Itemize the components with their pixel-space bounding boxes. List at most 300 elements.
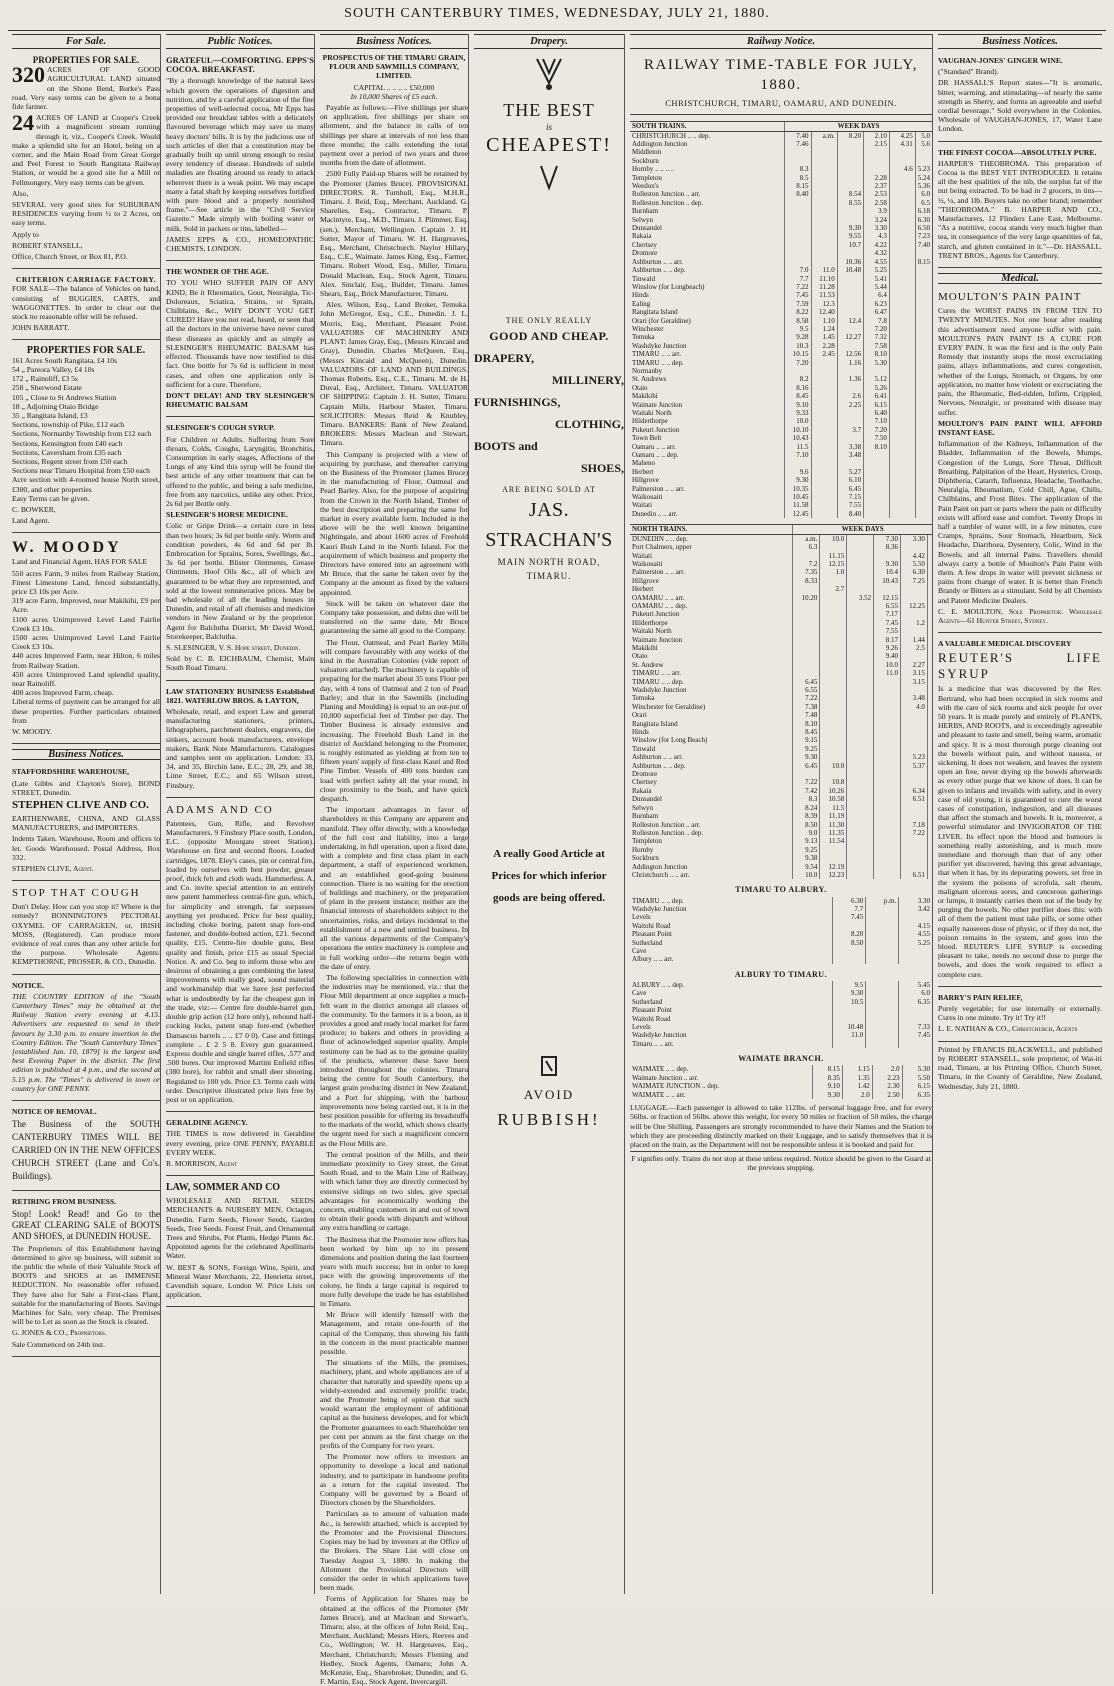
table-row <box>630 1074 932 1082</box>
ad-title: STAFFORDSHIRE WAREHOUSE, <box>12 767 130 777</box>
table-row <box>630 190 932 198</box>
time-cell: 5.23 <box>915 165 932 173</box>
ad-title: SLESINGER'S COUGH SYRUP. <box>166 423 275 433</box>
time-cell: 12.56 <box>837 350 863 358</box>
table-row <box>630 619 932 627</box>
table-header: WEEK DAYS <box>793 525 932 534</box>
time-cell <box>915 392 932 400</box>
station-cell: Hilderthorpe <box>632 417 668 426</box>
time-cell: 8.15 <box>785 182 811 190</box>
time-cell <box>837 367 863 375</box>
time-cell: 8.22 <box>785 308 811 316</box>
list-item: 550 acres Farm, 9 miles from Railway Station, Finest Limestone Land, fenced substantially, price £3 10s per Acre. <box>12 568 160 596</box>
ad-signature: R. MORRISON, Agent <box>166 1158 238 1168</box>
ad-signature: L. E. NATHAN & CO., Christchurch, Agents <box>938 1024 1078 1034</box>
station-cell: Ashburton .. .. dep. <box>632 266 686 275</box>
section-heading: Public Notices. <box>166 34 314 49</box>
time-cell <box>899 913 932 921</box>
time-cell <box>847 636 874 644</box>
list-item: 1100 acres Unimproved Level Land Fairlie Creek £3 10s. <box>12 614 160 633</box>
time-cell: 9.25 <box>793 745 820 753</box>
table-header: SOUTH TRAINS. <box>630 122 785 131</box>
time-cell: 2.7 <box>820 585 847 593</box>
table-row <box>630 148 932 156</box>
time-cell: 10.0 <box>785 417 811 425</box>
time-cell: 7.45 <box>785 291 811 299</box>
time-cell <box>820 770 847 778</box>
time-cell <box>889 350 915 358</box>
time-cell <box>811 232 837 240</box>
time-cell: 8.40 <box>785 190 811 198</box>
table-row <box>630 325 932 333</box>
time-cell: 7.22 <box>901 829 928 837</box>
masthead: SOUTH CANTERBURY TIMES, WEDNESDAY, JULY 21, 1880. <box>344 6 770 21</box>
time-cell: 9.30 <box>813 1091 843 1099</box>
time-cell: 12.23 <box>820 871 847 879</box>
station-cell: Washdyke Junction <box>632 341 687 350</box>
time-cell <box>874 770 901 778</box>
time-cell: 3.42 <box>899 905 932 913</box>
time-cell: 2.27 <box>901 661 928 669</box>
time-cell: 7.45 <box>899 1031 932 1039</box>
time-cell: 8.15 <box>915 258 932 266</box>
table-row <box>630 350 932 358</box>
time-cell <box>866 905 899 913</box>
time-cell <box>901 720 928 728</box>
ad-signature: JAMES EPPS & CO., HOMŒOPATHIC CHEMISTS, LONDON. <box>166 234 314 254</box>
time-cell: 8.10 <box>864 350 890 358</box>
time-cell <box>889 333 915 341</box>
station-cell: DUNEDIN .. .. dep. <box>632 534 688 543</box>
table-row <box>630 249 932 257</box>
ad-text: DON'T DELAY! AND TRY SLESINGER'S RHEUMATIC BALSAM <box>166 390 314 410</box>
time-cell <box>866 947 899 955</box>
time-cell: 11.53 <box>811 291 837 299</box>
time-cell <box>811 451 837 459</box>
time-cell <box>866 1023 899 1031</box>
sold-at-text: ARE BEING SOLD AT <box>502 485 596 495</box>
time-cell <box>899 1015 932 1023</box>
luggage-notice: LUGGAGE.—Each passenger is allowed to take 112lbs. of personal luggage free, and for every 56lbs. or fraction of 56lbs. above this weight, for every 50 miles or fraction of 50 miles, the charge will be One Shilling. Passengers are strongly recommended to have their Names and the Station to which they are proceeding distinctly marked on their Luggage, and to satisfy themselves that it is placed on the train, as the Department will not be responsible unless it is booked and paid for. <box>630 1103 932 1149</box>
time-cell <box>889 325 915 333</box>
time-cell <box>915 300 932 308</box>
table-row <box>630 157 932 165</box>
time-cell <box>847 686 874 694</box>
station-cell: Weedon's <box>632 182 659 191</box>
time-cell: 8.20 <box>833 930 866 938</box>
time-cell <box>874 585 901 593</box>
time-cell: 2.0 <box>872 1065 902 1073</box>
time-cell: 2.50 <box>872 1091 902 1099</box>
column-business-notices <box>316 34 472 1686</box>
time-cell <box>901 837 928 845</box>
time-cell: 4.31 <box>889 140 915 148</box>
table-row <box>630 939 932 947</box>
imprint: Printed by FRANCIS BLACKWELL, and published by ROBERT STANSELL, sole proprietor, of Wai-iti road, Timaru, at his Printing Office, Church Street, Timaru, in the County of Geraldine, New Zealand, Wednesday, July 21, 1880. <box>938 1044 1102 1091</box>
time-cell: 2.58 <box>864 199 890 207</box>
prospectus-title: PROSPECTUS OF THE TIMARU GRAIN, FLOUR AND SAWMILLS COMPANY, LIMITED. <box>322 53 466 81</box>
time-cell: 12.40 <box>811 308 837 316</box>
time-cell: 10.20 <box>793 594 820 602</box>
station-cell: Port Chalmers, upper <box>632 543 692 552</box>
time-cell <box>847 694 874 702</box>
time-cell: 7.46 <box>785 140 811 148</box>
ad-title: STOP THAT COUGH <box>12 887 141 900</box>
list-item: 258 „ Sherwood Estate <box>12 383 82 393</box>
time-cell <box>820 602 847 610</box>
time-cell <box>847 652 874 660</box>
table-row <box>630 998 932 1006</box>
ad-barry <box>938 990 1102 1042</box>
time-cell <box>915 359 932 367</box>
time-cell: 5.50 <box>901 560 928 568</box>
time-cell <box>899 1040 932 1048</box>
list-item: 172 „ Rainoliff, £3 5s <box>12 374 78 384</box>
station-cell: Levels <box>632 913 651 922</box>
drapery-line: BOOTS and <box>474 439 538 454</box>
station-cell: Winchester <box>632 324 664 333</box>
time-cell <box>874 829 901 837</box>
time-cell <box>847 669 874 677</box>
time-cell: 9.55 <box>837 232 863 240</box>
table-row <box>630 846 932 854</box>
time-cell <box>811 241 837 249</box>
table-row <box>630 787 932 795</box>
time-cell: 5.37 <box>901 762 928 770</box>
time-cell: 7.0 <box>785 266 811 274</box>
station-cell: Pleasant Point <box>632 1006 672 1015</box>
time-cell: 11.0 <box>833 1031 866 1039</box>
time-cell <box>866 955 899 963</box>
time-cell: 9.10 <box>785 401 811 409</box>
time-cell <box>811 392 837 400</box>
table-row <box>630 174 932 182</box>
time-cell: 1.16 <box>837 359 863 367</box>
ad-text: MOULTON'S PAIN PAINT WILL AFFORD INSTANT EASE. <box>938 418 1102 437</box>
time-cell <box>889 157 915 165</box>
time-cell <box>793 585 820 593</box>
ad-text: Office, Church Street, or Box 81, P.O. <box>12 252 128 262</box>
time-cell: 6.18 <box>915 207 932 215</box>
time-cell: 9.38 <box>793 854 820 862</box>
time-cell <box>847 837 874 845</box>
time-cell: 1.24 <box>811 325 837 333</box>
time-cell <box>847 846 874 854</box>
table-row <box>630 459 932 467</box>
station-cell: CHRISTCHURCH .. .. dep. <box>632 131 711 140</box>
time-cell <box>785 258 811 266</box>
time-cell <box>874 753 901 761</box>
time-cell: 2.28 <box>811 342 837 350</box>
time-cell: 12.25 <box>901 602 928 610</box>
ad-title: STEPHEN CLIVE AND CO. <box>12 799 149 812</box>
time-cell <box>837 157 863 165</box>
time-cell: 5.0 <box>915 131 932 140</box>
prospectus-capital: CAPITAL .. .. .. .. £50,000 <box>353 82 435 92</box>
time-cell: 9.33 <box>785 409 811 417</box>
time-cell <box>864 476 890 484</box>
ad-reuter <box>938 636 1102 987</box>
time-cell <box>901 686 928 694</box>
time-cell: 12.4 <box>837 317 863 325</box>
time-cell <box>866 1015 899 1023</box>
station-cell: Dromore <box>632 770 658 779</box>
time-cell <box>874 720 901 728</box>
ad-title: SLESINGER'S HORSE MEDICINE. <box>166 510 288 520</box>
time-cell <box>901 594 928 602</box>
ad-text: W. BEST & SONS, Foreign Wine, Spirit, and Mineral Water Merchants, 22, Henrietta street, Cavendish square, London W. Price Lists on application. <box>166 1262 314 1300</box>
list-item: 54 „ Pareora Valley, £4 10s <box>12 364 95 374</box>
table-row <box>630 947 932 955</box>
station-cell: Waitaki North <box>632 409 672 418</box>
table-row <box>630 241 932 249</box>
time-cell <box>785 367 811 375</box>
table-row <box>630 140 932 148</box>
ad-text: Inflammation of the Kidneys, Inflammation of the Bladder, Inflammation of the Bowels, Mumps, Congestion of the Lungs, Sore Throat, Difficult Breathing, Palpitation of the Heart, Hysterics, Croup, Diphtheria, Catarrh, Influenza, Headache, Toothache, Neuralgia, Rheumatism, Cold Chill, Ague, Chills, Chilblains, and Frost Bites. The application of the Pain Paint on part or parts where the pain or difficulty exists will afford ease and comfort. Twenty Drops in half a tumbler of water will, in a few minutes, cure Cramps, Sprains, Sour Stomach, Heartburn, Sick Headache, Diarrhoea, Dysentery, Colic, Wind in the Bowels, and all internal Pains. Travellers should always carry a bottle of Moulton's Pain Paint with them. A few drops in water will prevent sickness or pains from change of water. It is better than French Brandy or Bitters as a stimulant. Sold by all Chemists and Patent Medicine Dealers. <box>938 439 1102 605</box>
prospectus-paragraph: Stock will be taken on whatever date the Company take possession, and debts due will be transferred on the same date, Mr Bruce guaranteeing the same all good to the Company. <box>320 598 468 636</box>
list-item: 319 acre Farm, Improved, near Makikihi, £9 per Acre. <box>12 596 160 615</box>
table-row <box>630 610 932 618</box>
time-cell: 7.7 <box>833 905 866 913</box>
time-cell <box>915 275 932 283</box>
time-cell <box>866 1006 899 1014</box>
table-row <box>630 384 932 392</box>
time-cell <box>793 636 820 644</box>
station-cell: Rolleston Junction .. arr. <box>632 190 701 199</box>
ad-text: Land Agent. <box>12 516 50 526</box>
time-cell <box>811 199 837 207</box>
time-cell: 10.48 <box>837 266 863 274</box>
time-cell: a.m. <box>793 534 820 543</box>
time-cell: 4.6 <box>889 165 915 173</box>
time-cell <box>847 661 874 669</box>
table-row <box>630 871 932 879</box>
station-cell: Dunsandel <box>632 795 662 804</box>
station-cell: Makikihi <box>632 643 658 652</box>
time-cell: 7.32 <box>864 333 890 341</box>
table-row <box>630 678 932 686</box>
ad-text: For Children or Adults. Suffering from Sore throats, Colds, Coughs, Laryngitis, Bronchitis, Consumption in early stages, Affections of the Lungs of any kind this syrup will be found the best article of any other treatment that can be offered to the public, and being a safe medicine, free from any narcotics, unlike any other. Price, 2s 6d per Bottle only. <box>166 434 314 508</box>
time-cell <box>837 216 863 224</box>
time-cell: 5.30 <box>864 359 890 367</box>
station-cell: Waitaki North <box>632 627 672 636</box>
table-row <box>630 493 932 501</box>
table-row <box>630 317 932 325</box>
table-row <box>630 1031 932 1039</box>
time-cell <box>820 686 847 694</box>
time-cell: 5.27 <box>837 468 863 476</box>
time-cell: 2.6 <box>837 392 863 400</box>
time-cell <box>820 745 847 753</box>
time-cell: 5.41 <box>864 275 890 283</box>
ad-text: Also, <box>12 188 29 198</box>
station-cell: Selwyn <box>632 803 653 812</box>
station-cell: Rolleston Junction .. arr. <box>632 820 701 829</box>
time-cell: 3.48 <box>901 694 928 702</box>
time-cell: 8.45 <box>785 392 811 400</box>
time-cell: 7.2 <box>793 560 820 568</box>
table-row <box>630 753 932 761</box>
ad-signature: S. SLESINGER, V. S. Hope street, Dunedin. <box>166 642 301 652</box>
time-cell <box>889 232 915 240</box>
time-cell: 10.7 <box>837 241 863 249</box>
section-heading: Business Notices. <box>320 34 468 49</box>
ad-text: Stop! Look! Read! and Go to the GREAT CLEARING SALE of BOOTS AND SHOES, at DUNEDIN HOUSE. <box>12 1208 160 1241</box>
table-row <box>630 703 932 711</box>
time-cell: 8.55 <box>837 199 863 207</box>
time-cell <box>901 627 928 635</box>
time-cell: 5.12 <box>864 375 890 383</box>
table-row <box>630 216 932 224</box>
list-item: 18 „ Adjoining Otaio Bridge <box>12 401 99 411</box>
table-row <box>630 577 932 585</box>
time-cell <box>874 678 901 686</box>
time-cell: 8.3 <box>785 165 811 173</box>
ad-text: Liberal terms of payment can be arranged for all these properties. Further particulars obtained from <box>12 697 160 725</box>
time-cell <box>820 711 847 719</box>
time-cell <box>837 291 863 299</box>
time-cell <box>820 619 847 627</box>
station-cell: Hornby .. .. .. .. <box>632 165 675 174</box>
time-cell: 6.45 <box>793 762 820 770</box>
time-cell: 11.10 <box>811 275 837 283</box>
time-cell: 8.3 <box>793 795 820 803</box>
time-cell: 12.3 <box>811 300 837 308</box>
time-cell <box>915 493 932 501</box>
time-cell: 3.15 <box>901 678 928 686</box>
time-cell <box>889 300 915 308</box>
time-cell <box>889 241 915 249</box>
time-cell: 6.30 <box>833 897 866 905</box>
time-cell: 7.15 <box>837 493 863 501</box>
station-cell: Waimate Junction .. arr. <box>632 1073 699 1082</box>
ad-title: BARRY'S PAIN RELIEF, <box>938 992 1023 1002</box>
time-cell <box>889 148 915 156</box>
time-cell: 10.43 <box>874 577 901 585</box>
table-row <box>630 1023 932 1031</box>
ornament-icon <box>538 1053 560 1079</box>
time-cell <box>811 367 837 375</box>
time-cell <box>864 451 890 459</box>
time-cell: 6.45 <box>793 678 820 686</box>
time-cell <box>811 401 837 409</box>
time-cell <box>847 787 874 795</box>
time-cell <box>901 610 928 618</box>
table-row <box>630 283 932 291</box>
time-cell <box>811 485 837 493</box>
time-cell: 5.25 <box>899 939 932 947</box>
time-cell <box>889 384 915 392</box>
ad-title: VAUGHAN-JONES' GINGER WINE. <box>938 56 1063 65</box>
ad-law-sommer <box>166 1179 314 1307</box>
ad-text: Land and Financial Agent, HAS FOR SALE <box>12 557 148 567</box>
time-cell <box>889 216 915 224</box>
table-row <box>630 636 932 644</box>
station-cell: Palmerston .. .. arr. <box>632 568 685 577</box>
ad-text: Is a medicine that was discovered by the Rev. Bertrand, who had been occupied in sick rooms and with the care of sick rooms and sick people for over 50 years. It is made purely and entirely of PLANTS, HERBS, AND ROOTS, and is exceedingly agreeable and pleasant to taste and smell, being warm, aromatic and spicy. It is a most thorough purge cleaning out the bowels without pain, and without nausea, or sickening. It does not weaken, and leaves the system open an free, never drying up the bowels afterwards as every other purge that we know of does. It can be given to infants and invalids with safety, and in every case of old young, it is guaranteed to cure the worst cases of constipation, indigestion, and all diseases that affect the stomach and bowels. It is, moreover, a powerful stimulator and INVIGORATOR OF THE LIVER. Its effect upon the blood and humours is something really astonishing, and is much more immediate and thorough than that of any other purifier yet discovered, having this great advantage, that when it has, by its depurating powers, set free in the system the poisons of scrofula, salt rheum, malignant ulcerous sores, and cancerous gatherings or lumps, it instantly carries them out of the body by purging the bowels. No other purifier does this: with all of them the patient must take pills, or some other equally nauseous dose of physic, or if they do not, the poison remains in the system, and goes into the blood. REUTER'S LIFE SYRUP is exceeding pleasant to take, needs no second dose to purge the bowels, and does the work required to effect a complete cure. <box>938 684 1102 979</box>
time-cell <box>847 854 874 862</box>
time-cell: 7.48 <box>793 711 820 719</box>
time-cell: 1.42 <box>842 1082 872 1090</box>
time-cell <box>915 417 932 425</box>
time-cell <box>837 300 863 308</box>
time-cell <box>793 610 820 618</box>
time-cell: 10.45 <box>785 493 811 501</box>
ad-text: WHOLESALE AND RETAIL SEEDS MERCHANTS & NURSERY MEN, Octagon, Dunedin. Farm Seeds, Flower Seeds, Garden Seeds, Tree Seeds. Forest Fruit, and Ornamental Trees and Shrubs, Pot Plants, Hedge Plants &c. Appointed agents for the celebrated Apollinaris Water. <box>166 1196 314 1261</box>
station-cell: Timaru .. .. arr. <box>632 1039 674 1048</box>
time-cell <box>874 787 901 795</box>
station-cell: Winslow (for Longbeach) <box>632 282 705 291</box>
ad-text: Sale Commenced on 24th inst. <box>12 1339 106 1349</box>
table-row <box>630 770 932 778</box>
time-cell <box>811 434 837 442</box>
time-cell <box>793 619 820 627</box>
time-cell: 11.15 <box>820 552 847 560</box>
station-cell: St. Andrews <box>632 375 667 384</box>
prospectus-paragraph: The important advantages in favor of shareholders in this Company are apparent and manifold. They offer directly, with a knowledge of the full cost and liability, into a large undertaking, in full operation, upon a fixed date, with a complete and first class plant in each department, a staff of experienced workmen, and an established good-going business connection. There is no waiting for the erection of buildings and machinery, or the preparation of plant in the present instance; neither are the financial interests of shareholders subject to the uncertainties, risks, and delays incidental to the establishment of a new and untried business. In all the various departments of the Company's operations the entire machinery is complete and in full working order—the returns begin with the date of entry. <box>320 805 468 971</box>
time-cell: 3.24 <box>864 216 890 224</box>
time-cell <box>915 350 932 358</box>
list-item: Sections, Normanby Township from £12 each <box>12 429 152 439</box>
time-cell <box>889 275 915 283</box>
time-cell <box>889 468 915 476</box>
time-cell <box>915 317 932 325</box>
time-cell <box>901 543 928 551</box>
time-cell <box>820 610 847 618</box>
time-cell <box>889 392 915 400</box>
time-cell <box>864 459 890 467</box>
time-cell <box>847 829 874 837</box>
column-for-sale <box>8 34 164 1594</box>
north-trains-table <box>630 524 932 879</box>
list-item: 1500 acres Unimproved Level Land Fairlie Creek £3 10s. <box>12 632 160 652</box>
time-cell: 1.0 <box>820 568 847 576</box>
time-cell: 7.33 <box>899 1023 932 1031</box>
ad-text: The Business of the SOUTH CANTERBURY TIMES WILL BE CARRIED ON IN THE NEW OFFICES CHURCH STREET (Lane and Co's. Buildings). <box>12 1119 160 1182</box>
station-cell: Pukeuri Junction <box>632 610 680 619</box>
time-cell <box>847 736 874 744</box>
column-rule <box>932 34 933 1594</box>
time-cell <box>889 190 915 198</box>
prospectus-paragraph: Mr Bruce will identify himself with the Management, and retain one-fourth of the capital of the Company, thus showing his faith in the concern in the most practicable manner possible. <box>320 1310 468 1357</box>
time-cell: 8.15 <box>813 1065 843 1073</box>
time-cell: 10.36 <box>837 258 863 266</box>
time-cell <box>847 610 874 618</box>
time-cell <box>793 644 820 652</box>
time-cell <box>864 501 890 509</box>
property-list <box>12 569 160 698</box>
ad-title: THE WONDER OF THE AGE. <box>166 267 269 277</box>
time-cell <box>864 468 890 476</box>
time-cell: 10.0 <box>874 661 901 669</box>
time-cell <box>820 644 847 652</box>
ad-theobroma <box>938 145 1102 268</box>
station-cell: Rangitata Island <box>632 308 678 317</box>
time-cell <box>915 157 932 165</box>
time-cell: 9.5 <box>785 325 811 333</box>
time-cell <box>874 694 901 702</box>
time-cell <box>874 837 901 845</box>
time-cell: 11.5 <box>820 804 847 812</box>
time-cell: 8.24 <box>793 804 820 812</box>
time-cell: 7.42 <box>793 787 820 795</box>
time-cell <box>864 157 890 165</box>
timetable-subtitle: CHRISTCHURCH, TIMARU, OAMARU, AND DUNEDIN. <box>630 99 932 115</box>
station-cell: Palmerston .. .. arr. <box>632 484 685 493</box>
table-row <box>630 1006 932 1014</box>
table-row <box>630 922 932 930</box>
table-row <box>630 401 932 409</box>
